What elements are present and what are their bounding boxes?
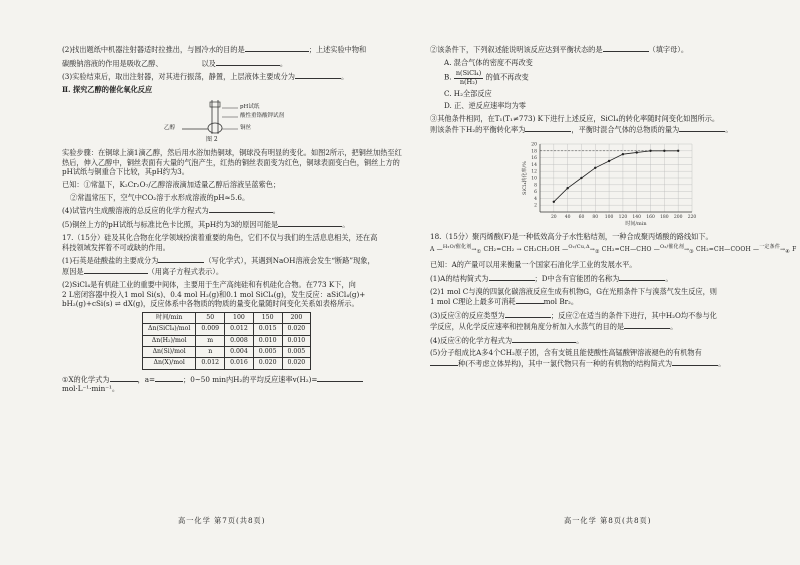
q18-part5: (5)分子组成比A多4个CH₂原子团，含有支链且能使酸性高锰酸钾溶液褪色的有机物有 种(不考虑立体异构)，其中一氯代物只有一种的有机物的结构简式为 。	[430, 348, 726, 368]
x-tick-label: 140	[632, 214, 642, 220]
table-cell: 0.004	[225, 347, 254, 358]
x-tick-label: 220	[687, 214, 697, 220]
y-tick-label: 6	[534, 189, 537, 195]
table-cell: 0.005	[282, 347, 311, 358]
conversion-chart-svg	[430, 138, 750, 228]
option-c: C. H₂全部反应	[444, 88, 492, 98]
x-tick-label: 40	[564, 214, 571, 220]
left-q4: (4)试管内生成酸溶液的总反应的化学方程式为 。	[62, 206, 280, 216]
right-column	[430, 44, 797, 372]
q18-part3: (3)反应③的反应类型为 ；反应②在适当的条件下进行，其中H₂O均不参与化 学反应，从化学反应速率和控制角度分析加入水蒸气的目的是 。	[430, 311, 717, 331]
table-cell: 150	[253, 312, 282, 323]
y-tick-label: 20	[531, 142, 537, 148]
x-tick-label: 180	[660, 214, 669, 220]
option-b-fraction: $\frac{\text{n(SiCl₄)}}{\text{n(H₂)}}$	[455, 69, 482, 86]
data-table	[142, 312, 311, 370]
data-point	[649, 149, 651, 151]
left-q5: (5)铜丝上方的pH试纸与标准比色卡比照，其pH约为3的原因可能是 。	[62, 220, 350, 230]
table-cell: 0.010	[282, 335, 311, 346]
y-tick-label: 8	[534, 182, 537, 188]
apparatus-diagram	[62, 98, 402, 146]
scheme-d: CH₂=CH—CHO	[601, 246, 652, 254]
x-tick-label: 60	[578, 214, 585, 220]
x-tick-label: 20	[550, 214, 557, 220]
table-cell: 100	[225, 312, 254, 323]
table-cell: 0.016	[225, 358, 254, 369]
y-tick-label: 2	[534, 203, 537, 209]
option-b: B. $\frac{\text{n(SiCl₄)}}{\text{n(H₂)}}$ 的值不再改变	[444, 69, 529, 86]
left-q-line-3: (3)实验结束后，取出注射器，对其进行振荡，静置，上层液体主要成分为 。	[62, 72, 349, 82]
table-cell: 0.020	[282, 324, 311, 335]
x-axis-label: 时间/min	[625, 220, 647, 227]
scheme-c: CH₃CH₂OH	[523, 246, 561, 254]
table-row	[143, 347, 311, 358]
data-point	[608, 159, 610, 161]
data-point	[677, 149, 679, 151]
left-column	[62, 44, 402, 397]
scheme-arrow-3: $—^{O_2/Cu,\Delta}\to_②$	[562, 244, 600, 256]
y-tick-label: 4	[534, 196, 537, 202]
section-heading: Ⅱ. 探究乙醇的催化氧化反应	[62, 85, 153, 95]
table-cell: 时间/min	[143, 312, 196, 323]
cu-label: 铜丝	[240, 124, 252, 131]
x-tick-label: 120	[618, 214, 628, 220]
scheme-b: CH₂=CH₂	[483, 246, 515, 254]
table-row	[143, 324, 311, 335]
y-tick-label: 18	[531, 148, 537, 154]
q17-part2: (2)SiCl₄是有机硅工业的重要中间体，主要用于生产高纯硅和有机硅化合物。在773 K下，向 2 L密闭容器中投入1 mol Si(s)、0.4 mol H₂(g)和0.1 mol SiCl₄(g)，发生反应：aSiCl₄(g)+ bH₂(g)+cSi(s) ⇌ dX(g)，反应体系中各物质的物质的量变化量随时间变化关系如表格所示。	[62, 279, 366, 309]
table-cell: 0.020	[253, 358, 282, 369]
figure-caption: 图 2	[206, 135, 218, 143]
left-q-line-1: (2)找出题纸中机器注射器适时拉推出，与圆冷水的目的是 ；上述实验中物和	[62, 45, 367, 54]
scheme-a: A	[430, 246, 435, 254]
table-cell: 0.010	[253, 335, 282, 346]
data-point	[553, 200, 555, 202]
left-q-line-2: 碳酸钠溶液的作用是吸收乙醇、 以及 。	[62, 58, 288, 68]
y-axis-label: SiCl₄转化率/%	[522, 160, 528, 195]
scheme-arrow-5: $—^{一定条件}\to_④$	[753, 244, 790, 256]
table-cell: m	[196, 335, 225, 346]
synthesis-scheme	[430, 244, 797, 256]
table-cell: 0.008	[225, 335, 254, 346]
footer-right: 高一化学 第8页(共8页)	[564, 516, 652, 525]
known-note-2: ②常温常压下，空气中CO₂溶于水形成溶液的pH≈5.6。	[70, 192, 250, 202]
y-tick-label: 12	[531, 169, 537, 175]
q18-part4: (4)反应④的化学方程式为 。	[430, 335, 584, 345]
table-header-row	[143, 312, 311, 323]
table-row	[143, 358, 311, 369]
x-tick-label: 200	[673, 214, 683, 220]
liquid-label: 酸性重铬酸钾试剂	[240, 112, 285, 119]
x-tick-label: 80	[592, 214, 599, 220]
table-cell: 0.020	[282, 358, 311, 369]
option-d: D. 正、逆反应速率均为零	[444, 101, 526, 111]
table-cell: 0.009	[196, 324, 225, 335]
table-cell: Δn(H₂)/mol	[143, 335, 196, 346]
scheme-arrow-4: $—^{O_2/催化剂}\to_③$	[653, 244, 694, 256]
data-point	[636, 151, 638, 153]
series-line	[554, 150, 678, 201]
table-cell: 0.015	[253, 324, 282, 335]
option-a: A. 混合气体的密度不再改变	[444, 57, 533, 67]
q18-intro: 18.（15分）聚丙烯酸(F)是一种低效高分子水性粘结剂，一种合成聚丙烯酸的路线如下。	[430, 231, 713, 241]
scheme-arrow-1: $—^{H_2O/催化剂}\to_①$	[436, 244, 482, 256]
ethanol-label: 乙醇	[164, 124, 176, 131]
apparatus-figure	[62, 98, 402, 146]
q17-part2-sub1: ①X的化学式为 ，a= ；0~50 min内H₂的平均反应速率v(H₂)= mol·L⁻¹·min⁻¹。	[62, 374, 402, 394]
table-cell: n	[196, 347, 225, 358]
table-cell: 0.012	[196, 358, 225, 369]
y-tick-label: 10	[531, 176, 537, 182]
known-note-1: 已知：①常温下，K₂Cr₂O₇/乙醇溶液滴加适量乙醇后溶液呈蓝紫色；	[62, 180, 281, 190]
q17-part1: (1)石英是硅酸盐的主要成分为 （写化学式），其遇到NaOH溶液会发生“断路”现象， 原因是 （用离子方程式表示）。	[62, 256, 375, 277]
data-point	[594, 166, 596, 168]
right-q-line-3: ③其他条件相同，在T₁(T₁≠773) K下进行上述反应，SiCl₄的转化率随时间变化如图所示。 则该条件下H₂的平衡转化率为 ，平衡时混合气体的总物质的量为 。	[430, 114, 733, 134]
data-point	[566, 187, 568, 189]
right-q-line-1: ②该条件下，下列叙述能说明该反应达到平衡状态的是 （填字母）。	[430, 45, 689, 54]
conversion-chart	[430, 138, 750, 228]
x-tick-label: 160	[646, 214, 655, 220]
table-row	[143, 335, 311, 346]
q18-part2: (2)1 mol C与溴的四氯化碳溶液反应生成有机物G，G在光照条件下与溴蒸气发生反应，则 1 mol C理论上最多可消耗 mol Br₂。	[430, 286, 717, 307]
data-point	[622, 153, 624, 155]
table-cell: 200	[282, 312, 311, 323]
q17-intro: 17.（15分）硅及其化合物在化学领域扮演着重要的角色，它们不仅与我们的生活息息相关，还在高 科技领域发挥着不可或缺的作用。	[62, 232, 378, 252]
y-tick-label: 16	[531, 155, 537, 161]
table-cell: Δn(X)/mol	[143, 358, 196, 369]
table-cell: 0.012	[225, 324, 254, 335]
q18-note: 已知：A的产量可以用来衡量一个国家石油化学工业的发展水平。	[430, 260, 637, 270]
x-tick-label: 100	[604, 214, 614, 220]
experiment-steps: 实验步骤：在铜球上滴1滴乙醇，然后用水浴加热铜球，铜球没有明显的变化。如图2所示，把铜丝加热至红热后，伸入乙醇中，铜丝表面有大量的气泡产生，红热的铜丝表面变为红色，铜球表面变白色，铜丝上方的pH试纸与铜重合下比较，其pH约为3。	[62, 147, 402, 177]
q18-part1: (1)A的结构简式为 ；D中含有官能团的名称为 。	[430, 273, 673, 283]
footer-left: 高一化学 第7页(共8页)	[178, 516, 266, 525]
scheme-f: F	[792, 246, 797, 254]
table-cell: Δn(Si)/mol	[143, 347, 196, 358]
scheme-e: CH₂=CH—COOH	[695, 246, 751, 254]
table-cell: 0.005	[253, 347, 282, 358]
probe-label: pH试纸	[240, 103, 260, 110]
table-cell: Δn(SiCl₄)/mol	[143, 324, 196, 335]
data-point	[580, 176, 582, 178]
data-point	[663, 149, 665, 151]
scheme-arrow-2: →	[516, 246, 524, 254]
y-tick-label: 14	[531, 162, 537, 168]
table-cell: 50	[196, 312, 225, 323]
